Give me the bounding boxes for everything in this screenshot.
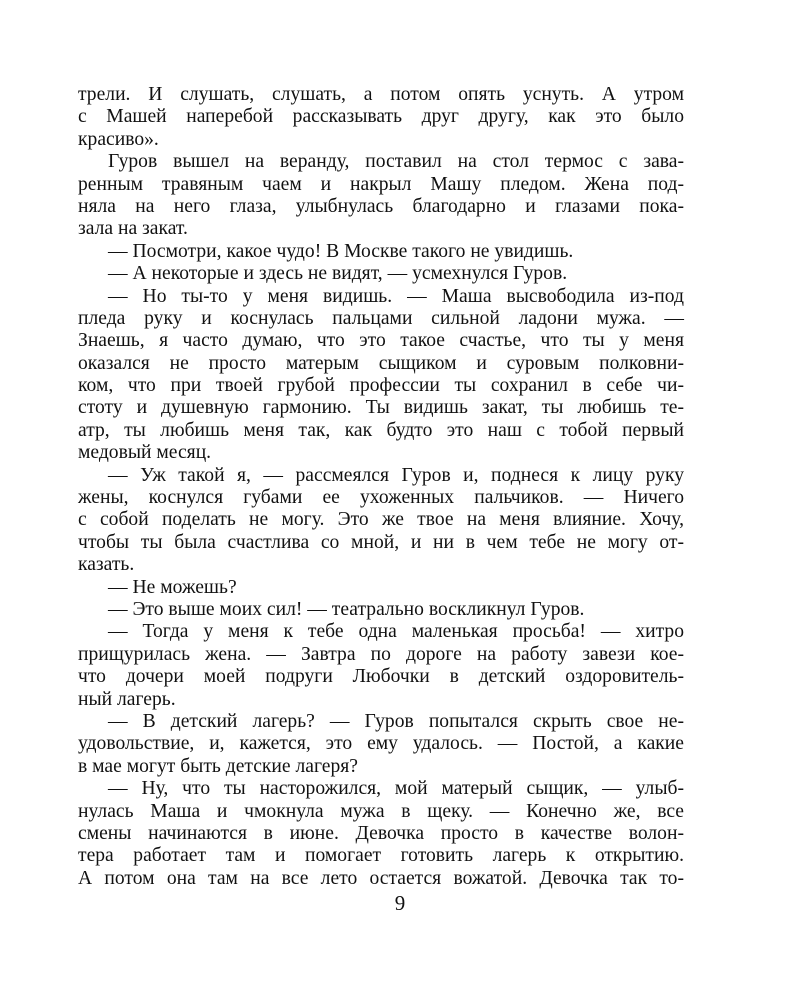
text-line: красиво». bbox=[78, 128, 159, 150]
text-line: — Ну, что ты насторожился, мой матерый сыщик, — улыб- bbox=[108, 778, 684, 800]
text-line: тера работает там и помогает готовить лагерь к открытию. bbox=[78, 845, 684, 867]
text-line: — А некоторые и здесь не видят, — усмехнулся Гуров. bbox=[108, 263, 568, 285]
text-line: ный лагерь. bbox=[78, 688, 176, 710]
text-line: няла на него глаза, улыбнулась благодарно и глазами пока- bbox=[78, 195, 684, 217]
text-line: — Тогда у меня к тебе одна маленькая просьба! — хитро bbox=[108, 621, 684, 643]
text-line: — Не можешь? bbox=[108, 576, 237, 598]
text-line: с собой поделать не могу. Это же твое на меня влияние. Хочу, bbox=[78, 509, 684, 531]
text-line: пледа руку и коснулась пальцами сильной ладони мужа. — bbox=[78, 307, 684, 329]
text-line: Знаешь, я часто думаю, что это такое счастье, что ты у меня bbox=[78, 330, 684, 352]
text-line: ренным травяным чаем и накрыл Машу пледом. Жена под- bbox=[78, 173, 684, 195]
text-line: трели. И слушать, слушать, а потом опять уснуть. А утром bbox=[78, 84, 684, 105]
text-line: А потом она там на все лето остается вожатой. Девочка так то- bbox=[78, 867, 684, 889]
text-line: Гуров вышел на веранду, поставил на стол термос с зава- bbox=[108, 151, 684, 173]
text-line: атр, ты любишь меня так, как будто это наш с тобой первый bbox=[78, 419, 684, 441]
text-line: медовый месяц. bbox=[78, 442, 212, 464]
text-line: в мае могут быть детские лагеря? bbox=[78, 755, 358, 777]
text-line: нулась Маша и чмокнула мужа в щеку. — Конечно же, все bbox=[78, 800, 684, 822]
text-line: удовольствие, и, кажется, это ему удалось. — Постой, а какие bbox=[78, 733, 684, 755]
text-line: прищурилась жена. — Завтра по дороге на работу завези кое- bbox=[78, 643, 684, 665]
text-line: — Уж такой я, — рассмеялся Гуров и, поднеся к лицу руку bbox=[108, 464, 684, 486]
text-line: зала на закат. bbox=[78, 218, 188, 240]
text-line: — Посмотри, какое чудо! В Москве такого не увидишь. bbox=[108, 240, 574, 262]
text-line: чтобы ты была счастлива со мной, и ни в чем тебе не могу от- bbox=[78, 531, 684, 553]
page-number: 9 bbox=[394, 891, 406, 915]
text-line: стоту и душевную гармонию. Ты видишь закат, ты любишь те- bbox=[78, 397, 684, 419]
text-line: ком, что при твоей грубой профессии ты сохранил в себе чи- bbox=[78, 375, 684, 397]
text-line: что дочери моей подруги Любочки в детский оздоровитель- bbox=[78, 666, 684, 688]
text-line: — Это выше моих сил! — театрально воскликнул Гуров. bbox=[108, 598, 585, 620]
text-line: оказался не просто матерым сыщиком и суровым полковни- bbox=[78, 352, 684, 374]
text-line: казать. bbox=[78, 554, 135, 576]
text-line: жены, коснулся губами ее ухоженных пальчиков. — Ничего bbox=[78, 487, 684, 509]
text-line: с Машей наперебой рассказывать друг другу, как это было bbox=[78, 106, 684, 128]
text-line: смены начинаются в июне. Девочка просто в качестве волон- bbox=[78, 822, 684, 844]
text-line: — В детский лагерь? — Гуров попытался скрыть свое не- bbox=[108, 710, 684, 732]
text-line: — Но ты-то у меня видишь. — Маша высвободила из-под bbox=[108, 285, 684, 307]
page-body-text bbox=[78, 84, 684, 890]
